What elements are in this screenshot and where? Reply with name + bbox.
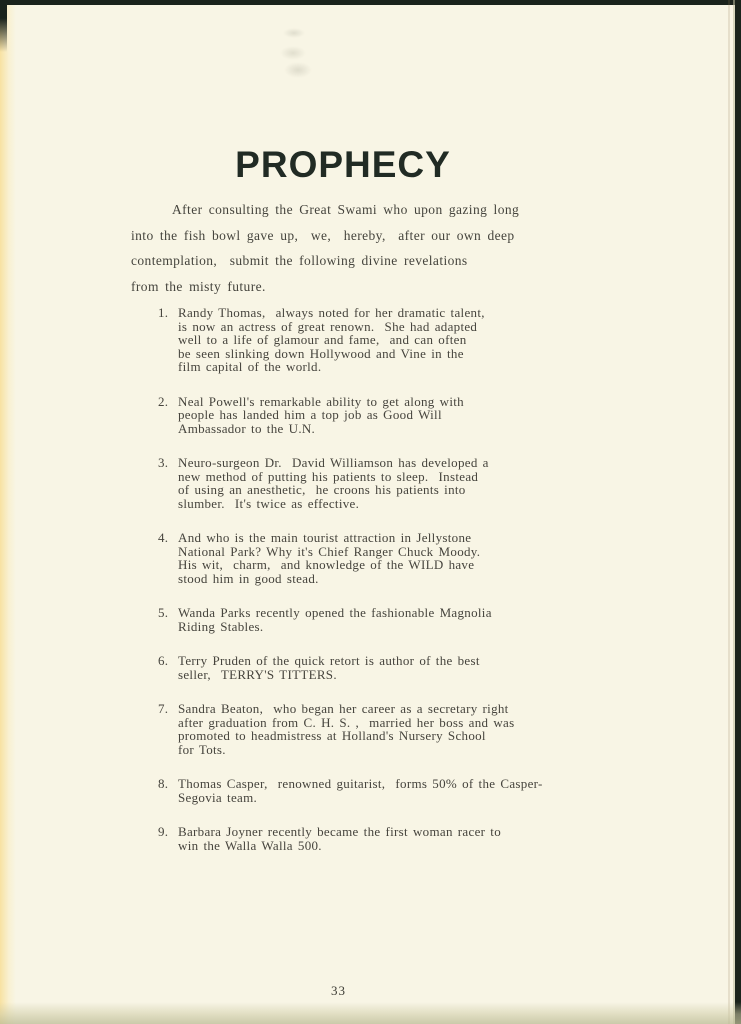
smudge-mark: [284, 62, 312, 78]
page-number: 33: [331, 983, 346, 998]
item-text: Thomas Casper, renowned guitarist, forms 50% of the Casper- Segovia team.: [178, 776, 543, 805]
item-text: Neal Powell's remarkable ability to get along with people has landed him a top job as Good Will Ambassador to the U.N.: [178, 393, 464, 436]
prophecy-item-5: [158, 606, 571, 633]
item-number: 5.: [158, 605, 169, 620]
prophecy-item-7: [158, 702, 571, 756]
scan-edge-bottom: [0, 1002, 741, 1024]
prophecy-item-6: [158, 654, 571, 681]
item-number: 1.: [158, 305, 169, 320]
item-text: Barbara Joyner recently became the first woman racer to win the Walla Walla 500.: [178, 824, 502, 853]
prophecy-item-2: [158, 395, 571, 436]
prophecy-item-1: [158, 306, 571, 374]
item-text: Randy Thomas, always noted for her dramatic talent, is now an actress of great renown. She had adapted well to a life of glamour and fame, and can often be seen slinking down Hollywood and Vine in the film capital of the world.: [178, 305, 485, 374]
page-edge-glow: [0, 0, 16, 1024]
intro-line: After consulting the Great Swami who upon gazing long: [172, 202, 520, 217]
item-text: Terry Pruden of the quick retort is author of the best seller, TERRY'S TITTERS.: [178, 653, 480, 682]
item-number: 6.: [158, 653, 169, 668]
prophecy-item-8: [158, 777, 571, 804]
scan-edge-right: [735, 0, 741, 1024]
prophecy-item-4: [158, 531, 571, 585]
item-text: Wanda Parks recently opened the fashionable Magnolia Riding Stables.: [178, 605, 492, 634]
item-number: 3.: [158, 455, 169, 470]
prophecy-item-3: [158, 456, 571, 510]
intro-line: into the fish bowl gave up, we, hereby, after our own deep: [131, 227, 515, 243]
item-number: 8.: [158, 776, 169, 791]
smudge-mark: [283, 28, 305, 38]
item-text: Sandra Beaton, who began her career as a secretary right after graduation from C. H. S. , married her boss and was promoted to headmistress at Holland's Nursery School for Tots.: [178, 701, 515, 757]
item-number: 4.: [158, 530, 169, 545]
item-text: And who is the main tourist attraction in Jellystone National Park? Why it's Chief Ranger Chuck Moody. His wit, charm, and knowledge of the WILD have stood him in good stead.: [178, 530, 481, 586]
scan-edge-top: [0, 0, 741, 5]
intro-paragraph: [131, 197, 561, 299]
scan-edge-top-left: [0, 0, 7, 52]
intro-line: contemplation, submit the following divine revelations: [131, 253, 468, 269]
page-title: PROPHECY: [235, 143, 451, 185]
item-number: 9.: [158, 824, 169, 839]
prophecy-list: [131, 306, 571, 873]
prophecy-item-9: [158, 825, 571, 852]
item-number: 2.: [158, 393, 169, 409]
intro-line: from the misty future.: [131, 278, 266, 294]
item-number: 7.: [158, 701, 169, 716]
page-crease: [728, 0, 730, 1024]
smudge-mark: [280, 46, 306, 60]
item-text: Neuro-surgeon Dr. David Williamson has developed a new method of putting his patients to sleep. Instead of using an anesthetic, he croons his patients into slumber. It's twice as effective.: [178, 455, 489, 511]
